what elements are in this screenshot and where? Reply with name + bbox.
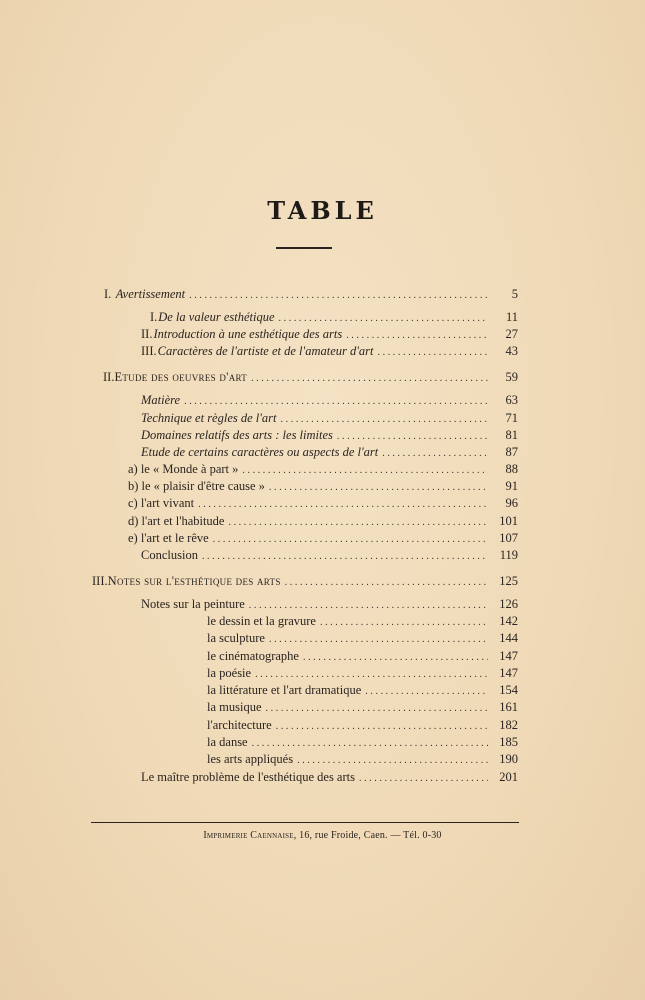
toc-page: 119 (499, 548, 518, 562)
toc-entry (141, 343, 518, 359)
toc-entry (128, 495, 518, 511)
toc-entry (104, 286, 518, 302)
toc-page: 161 (499, 700, 518, 714)
toc-page: 11 (505, 310, 518, 324)
toc-entry (207, 630, 518, 646)
toc-leader (337, 429, 488, 445)
page-title: TABLE (267, 196, 378, 225)
toc-leader (279, 311, 488, 327)
toc-label: De la valeur esthétique (158, 310, 275, 324)
toc-page: 91 (505, 479, 518, 493)
toc-page: 154 (499, 683, 518, 697)
toc-number: II. (103, 370, 115, 384)
toc-leader (242, 463, 488, 479)
toc-leader (269, 632, 488, 648)
toc-page: 144 (499, 631, 518, 645)
toc-page: 101 (499, 514, 518, 528)
toc-label: l'architecture (207, 718, 272, 732)
toc-entry (141, 326, 518, 342)
toc-number: III. (141, 344, 157, 358)
toc-leader (281, 412, 488, 428)
toc-entry (207, 613, 518, 629)
toc-entry (207, 699, 518, 715)
toc-entry (207, 682, 518, 698)
toc-leader (285, 575, 488, 591)
toc-leader (228, 515, 488, 531)
toc-page: 147 (499, 649, 518, 663)
toc-leader (303, 650, 488, 666)
toc-leader (252, 736, 488, 752)
toc-page: 125 (499, 574, 518, 588)
toc-page: 59 (505, 370, 518, 384)
toc-label: Notes sur l'esthétique des arts (107, 574, 281, 588)
toc-page: 96 (505, 496, 518, 510)
toc-leader (249, 598, 488, 614)
toc-label: la sculpture (207, 631, 265, 645)
toc-leader (378, 345, 489, 361)
toc-label: Conclusion (141, 548, 198, 562)
toc-entry (128, 478, 518, 494)
toc-entry (207, 717, 518, 733)
toc-label: Technique et règles de l'art (141, 411, 277, 425)
toc-leader (266, 701, 488, 717)
toc-label: b) le « plaisir d'être cause » (128, 479, 265, 493)
toc-leader (365, 684, 488, 700)
toc-leader (184, 394, 488, 410)
toc-label: Caractères de l'artiste et de l'amateur d'art (157, 344, 374, 358)
toc-entry (141, 769, 518, 785)
toc-page: 27 (505, 327, 518, 341)
toc-entry (207, 751, 518, 767)
toc-page: 63 (505, 393, 518, 407)
toc-entry (141, 547, 518, 563)
toc-page: 182 (499, 718, 518, 732)
toc-label: Etude de certains caractères ou aspects de l'art (141, 445, 379, 459)
toc-number: I. (149, 310, 158, 324)
toc-label: e) l'art et le rêve (128, 531, 209, 545)
toc-leader (251, 371, 488, 387)
toc-page: 185 (499, 735, 518, 749)
toc-page: 107 (499, 531, 518, 545)
toc-leader (276, 719, 488, 735)
toc-leader (297, 753, 488, 769)
toc-label: la poésie (207, 666, 252, 680)
toc-entry (128, 461, 518, 477)
toc-number: I. (104, 287, 112, 301)
toc-label: le cinématographe (207, 649, 299, 663)
toc-leader (320, 615, 488, 631)
toc-leader (346, 328, 488, 344)
toc-leader (255, 667, 488, 683)
toc-page: 201 (499, 770, 518, 784)
toc-label: Introduction à une esthétique des arts (153, 327, 343, 341)
title-divider (276, 247, 332, 249)
toc-label: Domaines relatifs des arts : les limites (141, 428, 333, 442)
toc-label: Le maître problème de l'esthétique des arts (141, 770, 355, 784)
footer-divider (91, 822, 519, 823)
toc-entry (128, 513, 518, 529)
toc-leader (202, 549, 488, 565)
toc-label: la littérature et l'art dramatique (207, 683, 362, 697)
toc-entry (207, 665, 518, 681)
toc-label: a) le « Monde à part » (128, 462, 239, 476)
toc-entry (148, 309, 518, 325)
toc-page: 126 (499, 597, 518, 611)
toc-entry (141, 444, 518, 460)
toc-entry (207, 648, 518, 664)
toc-number: II. (141, 327, 153, 341)
toc-label: Avertissement (115, 287, 186, 301)
toc-entry (141, 392, 518, 408)
toc-entry (141, 410, 518, 426)
toc-label: c) l'art vivant (128, 496, 195, 510)
toc-leader (189, 288, 488, 304)
toc-label: Matière (141, 393, 181, 407)
toc-page: 81 (505, 428, 518, 442)
toc-page: 88 (505, 462, 518, 476)
toc-leader (269, 480, 488, 496)
toc-entry (141, 427, 518, 443)
toc-leader (359, 771, 488, 787)
toc-label: Notes sur la peinture (141, 597, 245, 611)
toc-page: 87 (505, 445, 518, 459)
toc-entry (103, 369, 518, 385)
toc-page: 71 (505, 411, 518, 425)
toc-leader (382, 446, 488, 462)
printer-colophon (0, 830, 645, 841)
toc-entry (207, 734, 518, 750)
toc-entry (92, 573, 518, 589)
toc-label: la musique (207, 700, 262, 714)
toc-entry (141, 596, 518, 612)
toc-label: Etude des oeuvres d'art (114, 370, 248, 384)
printer-address: , 16, rue Froide, Caen. — Tél. 0-30 (293, 830, 442, 841)
toc-leader (213, 532, 488, 548)
toc-leader (198, 497, 488, 513)
toc-label: les arts appliqués (207, 752, 294, 766)
toc-label: le dessin et la gravure (207, 614, 316, 628)
toc-page: 142 (499, 614, 518, 628)
printer-name: Imprimerie Caennaise (203, 830, 294, 841)
toc-page: 43 (505, 344, 518, 358)
toc-label: la danse (207, 735, 248, 749)
toc-number: III. (92, 574, 108, 588)
toc-entry (128, 530, 518, 546)
toc-page: 147 (499, 666, 518, 680)
toc-page: 190 (499, 752, 518, 766)
toc-page: 5 (511, 287, 518, 301)
toc-label: d) l'art et l'habitude (128, 514, 225, 528)
